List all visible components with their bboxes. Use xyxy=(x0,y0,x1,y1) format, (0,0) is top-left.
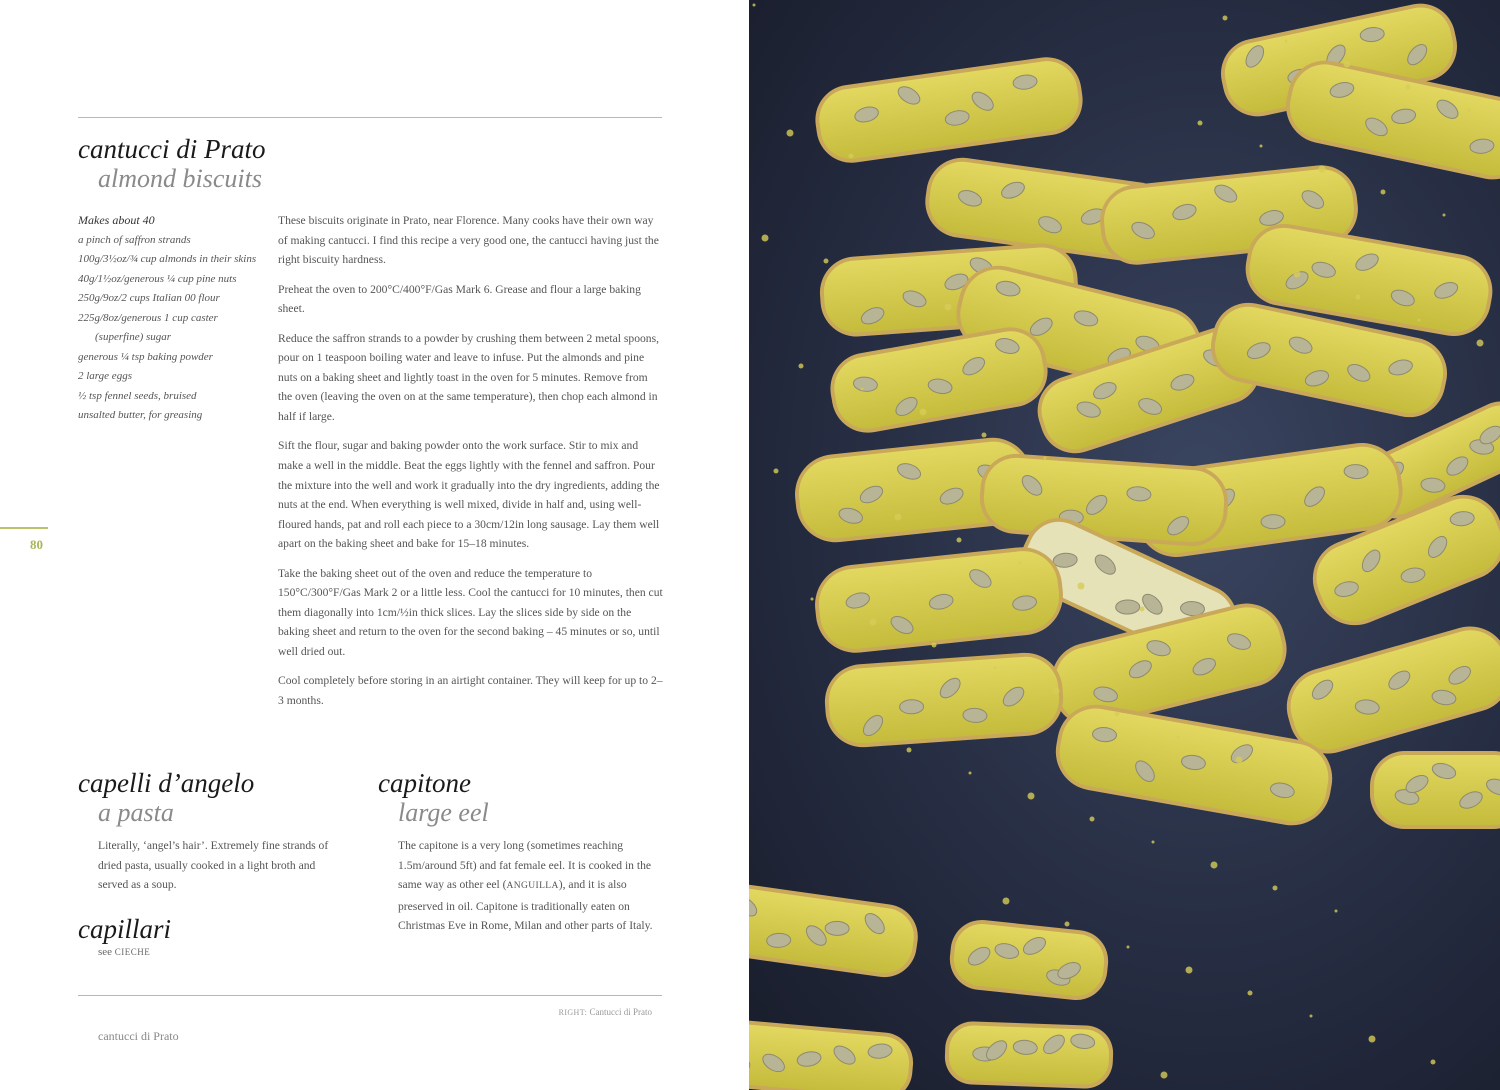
crumb-dot xyxy=(774,469,779,474)
crumb-dot xyxy=(1065,922,1070,927)
cantucci-photo xyxy=(749,0,1500,1090)
crumb-dot xyxy=(1310,1015,1313,1018)
capitone-text-part: The capitone is a very long (sometimes reaching 1.5m/around 5ft) and fat female eel. It is cooked in the same way as other eel ( xyxy=(398,839,652,892)
biscuit-slice xyxy=(822,650,1065,749)
crumb-dot xyxy=(1477,340,1484,347)
running-footer: cantucci di Prato xyxy=(98,1029,179,1043)
method-paragraph: Take the baking sheet out of the oven and reduce the temperature to 150°C/300°F/Gas Mark 2 or a little less. Cool the cantucci for 10 minutes, then cut them diagonally into 1cm/½in thick slices. Lay the slices side by side on the baking sheet and return to the oven for the second baking – 45 minutes or so, until well dried out. xyxy=(278,566,663,659)
biscuit-slice xyxy=(811,53,1087,168)
almond-piece xyxy=(1116,600,1140,614)
crumb-dot xyxy=(1177,736,1180,739)
biscuit-crumb xyxy=(827,655,1062,746)
crumb-dot xyxy=(982,433,987,438)
cross-reference xyxy=(98,946,150,958)
crumb-dot xyxy=(1344,61,1351,68)
crumb-dot xyxy=(1406,85,1411,90)
entry-subtitle-cantucci: almond biscuits xyxy=(98,164,262,193)
crumb-dot xyxy=(945,304,952,311)
almond-piece xyxy=(899,700,923,714)
crumb-dot xyxy=(762,235,769,242)
almond-piece xyxy=(825,921,849,935)
bottom-rule xyxy=(78,995,662,996)
biscuit-slice xyxy=(1370,751,1500,829)
crumb-dot xyxy=(1273,886,1278,891)
crumb-dot xyxy=(787,130,794,137)
crumb-dot xyxy=(1431,1060,1436,1065)
crumb-dot xyxy=(1140,607,1145,612)
crumb-dot xyxy=(1223,16,1228,21)
crumb-dot xyxy=(932,643,937,648)
ingredient-item: unsalted butter, for greasing xyxy=(78,409,203,421)
crumb-dot xyxy=(753,4,756,7)
left-page xyxy=(0,0,749,1090)
ingredients-list xyxy=(78,211,258,426)
entry-text-capitone xyxy=(398,836,664,936)
crumb-dot xyxy=(1003,898,1010,905)
ingredient-item: 40g/1½oz/generous ¼ cup pine nuts xyxy=(78,272,237,285)
biscuit-slice xyxy=(947,917,1111,1003)
ingredient-item: a pinch of saffron strands xyxy=(78,233,191,246)
crumb-dot xyxy=(1356,295,1361,300)
top-rule xyxy=(78,117,662,118)
page-number: 80 xyxy=(30,537,43,552)
biscuit-illustration xyxy=(749,0,1500,1090)
biscuit-slices xyxy=(749,0,1500,1090)
entry-subtitle-capelli: a pasta xyxy=(98,798,174,827)
crumb-dot xyxy=(811,598,814,601)
anguilla-reference-link[interactable]: ANGUILLA xyxy=(506,881,559,892)
entry-subtitle-capitone: large eel xyxy=(398,798,489,827)
crumb-dot xyxy=(849,154,854,159)
crumb-dot xyxy=(1044,457,1047,460)
crumb-dot xyxy=(1152,841,1155,844)
crumb-dot xyxy=(1443,214,1446,217)
biscuit-slice xyxy=(749,879,922,982)
recipe-yield: Makes about 40 xyxy=(78,213,155,227)
crumb-dot xyxy=(1381,190,1386,195)
crumb-dot xyxy=(1418,319,1421,322)
crumb-dot xyxy=(907,748,912,753)
ingredient-item: 2 large eggs xyxy=(78,370,132,382)
ingredient-item: 100g/3½oz/¾ cup almonds in their skins xyxy=(78,253,257,265)
ingredient-item: 250g/9oz/2 cups Italian 00 flour xyxy=(78,292,220,304)
method-paragraph: These biscuits originate in Prato, near Florence. Many cooks have their own way of making cantucci. I find this recipe a very good one, the cantucci having just the right biscuity hardness. xyxy=(278,214,659,267)
crumb-dot xyxy=(1468,109,1471,112)
crumb-dot xyxy=(1285,40,1288,43)
biscuit-slice xyxy=(749,1017,916,1090)
crumb-dot xyxy=(1452,445,1459,452)
photo-caption xyxy=(559,1007,652,1017)
biscuit-slice xyxy=(1278,617,1500,763)
almond-piece xyxy=(1261,514,1285,528)
crumb-dot xyxy=(1369,1036,1376,1043)
crumb-dot xyxy=(1211,862,1218,869)
crumb-dot xyxy=(994,667,997,670)
method-paragraph: Cool completely before storing in an airtight container. They will keep for up to 2–3 months. xyxy=(278,674,663,708)
entry-title-capelli: capelli d’angelo xyxy=(78,768,255,798)
see-reference-link[interactable]: CIECHE xyxy=(114,947,151,957)
entry-title-capillari: capillari xyxy=(78,914,171,944)
crumb-dot xyxy=(1260,145,1263,148)
biscuit-slice xyxy=(825,322,1054,439)
crumb-dot xyxy=(1028,793,1035,800)
ingredient-item: 225g/8oz/generous 1 cup caster (superfine) sugar xyxy=(78,311,218,343)
caption-prefix: RIGHT: xyxy=(558,1008,588,1017)
biscuit-slice xyxy=(944,1021,1114,1090)
method-paragraph: Sift the flour, sugar and baking powder onto the work surface. Stir to mix and make a well in the middle. Beat the eggs lightly with the fennel and saffron. Pour the mixture into the well and work it gradually into the dry ingredients, adding the nuts at the end. When everything is well mixed, divide in half and, using well-floured hands, pat and roll each piece to a 30cm/12in long sausage. Lay them well apart on the baking sheet and bake for 15–18 minutes. xyxy=(278,439,660,551)
method-text xyxy=(278,211,664,720)
crumb-dot xyxy=(1186,967,1193,974)
crumb-dot xyxy=(1248,991,1253,996)
crumb-dot xyxy=(920,409,927,416)
entry-title-capitone: capitone xyxy=(378,768,471,798)
folio-accent-bar xyxy=(0,527,48,529)
crumb-dot xyxy=(1161,1072,1168,1079)
crumb-dot xyxy=(1335,910,1338,913)
capitone-text-part: ), and it is also preserved in oil. Capitone is traditionally eaten on Christmas Eve in Rome, Milan and other parts of Italy. xyxy=(398,878,653,933)
crumb-dot xyxy=(969,772,972,775)
entry-text-capelli: Literally, ‘angel’s hair’. Extremely fine strands of dried pasta, usually cooked in a light broth and served as a soup. xyxy=(98,839,329,892)
crumb-dot xyxy=(1294,271,1301,278)
see-prefix: see xyxy=(98,946,113,958)
crumb-dot xyxy=(824,259,829,264)
crumb-dot xyxy=(1102,1051,1105,1054)
caption-text: Cantucci di Prato xyxy=(589,1007,652,1017)
crumb-dot xyxy=(1236,757,1243,764)
method-paragraph: Preheat the oven to 200°C/400°F/Gas Mark 6. Grease and flour a large baking sheet. xyxy=(278,282,641,316)
crumb-dot xyxy=(1198,121,1203,126)
crumb-dot xyxy=(1078,583,1085,590)
crumb-dot xyxy=(1115,712,1120,717)
method-paragraph: Reduce the saffron strands to a powder by crushing them between 2 metal spoons, pour on 1 teaspoon boiling water and leave to infuse. Put the almonds and pine nuts on a baking sheet and lightly toast in the oven for 5 minutes. Remove from the oven (leaving the oven on at the same temperature), then chop each almond in half if large. xyxy=(278,331,659,423)
ingredient-item: generous ¼ tsp baking powder xyxy=(78,350,213,363)
crumb-dot xyxy=(861,388,864,391)
crumb-dot xyxy=(957,538,962,543)
ingredient-item: ½ tsp fennel seeds, bruised xyxy=(78,389,197,402)
biscuit-slice xyxy=(978,451,1231,548)
crumb-dot xyxy=(1090,817,1095,822)
biscuit-crumb xyxy=(948,1025,1110,1086)
crumb-dot xyxy=(1053,688,1060,695)
crumb-dot xyxy=(836,493,839,496)
crumb-dot xyxy=(895,514,902,521)
crumb-dot xyxy=(1019,562,1022,565)
entry-title-cantucci: cantucci di Prato xyxy=(78,134,266,164)
biscuit-slice xyxy=(811,543,1067,656)
crumb-dot xyxy=(799,364,804,369)
crumb-dot xyxy=(1319,166,1326,173)
crumb-dot xyxy=(870,619,877,626)
crumb-dot xyxy=(886,283,889,286)
crumb-dot xyxy=(1127,946,1130,949)
